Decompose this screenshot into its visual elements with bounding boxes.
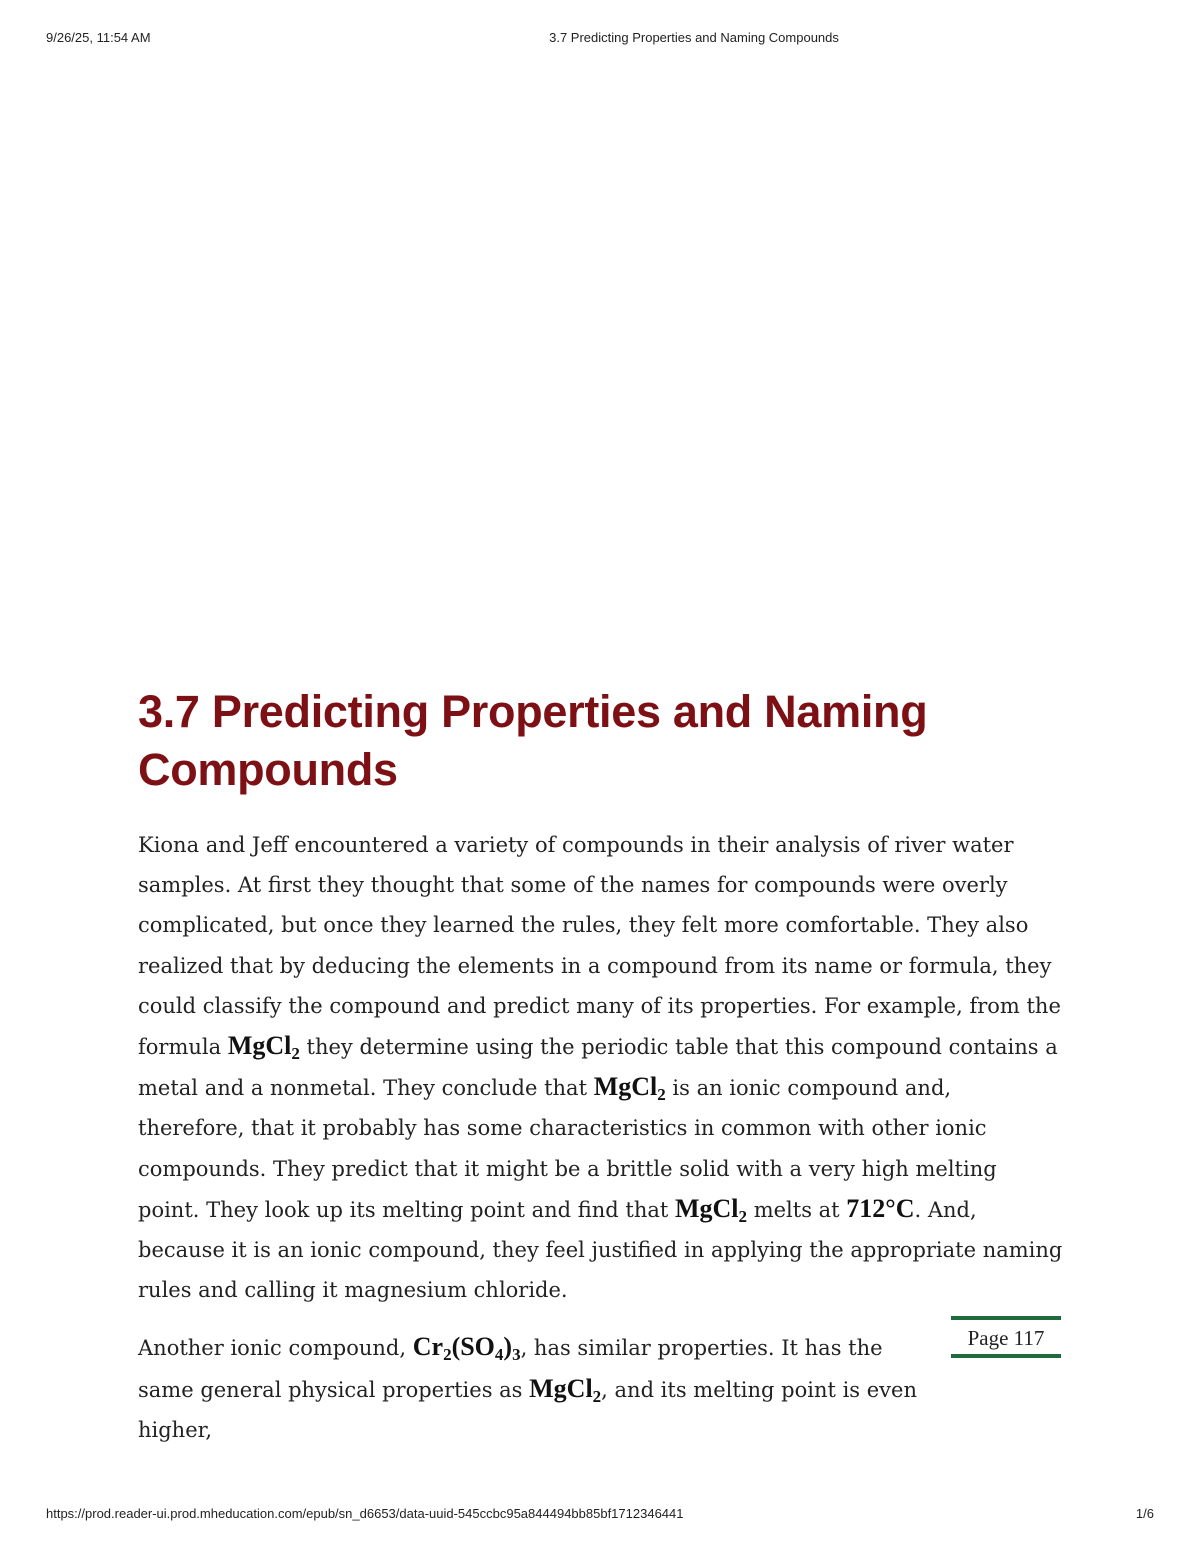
paragraph-2-text-1: Another ionic compound, (138, 1336, 413, 1361)
formula-mgcl2: MgCl$_2$ (529, 1373, 602, 1406)
paragraph-1-text-1: Kiona and Jeff encountered a variety of compounds in their analysis of river water samples. At first they thought that some of the names for compounds were overly complicated, but once they learned the rules, they felt more comfortable. They also realized that by deducing the elements in a compound from its name or formula, they could classify the compound and predict many of its properties. For example, from the formula (138, 833, 1061, 1060)
paragraph-1 (138, 825, 1063, 1310)
reader-content (138, 683, 1068, 1450)
print-url: https://prod.reader-ui.prod.mheducation.com/epub/sn_d6653/data-uuid-545ccbc95a844494bb85bf1712346441 (46, 1506, 684, 1521)
print-page-count: 1/6 (1135, 1506, 1154, 1521)
formula-mgcl2: MgCl$_2$ (227, 1031, 300, 1064)
paragraph-1-text-5: . And, because it is an ionic compound, they feel justified in applying the appropriate naming rules and calling it magnesium chloride. (138, 1197, 1063, 1303)
paragraph-2-text-2: , has similar properties. It has the same general physical properties as (138, 1336, 883, 1402)
section-heading: 3.7 Predicting Properties and Naming Compounds (138, 686, 928, 795)
paragraph-1-text-2: they determine using the periodic table that this compound contains a metal and a nonmetal. They conclude that (138, 1035, 1058, 1101)
print-datetime: 9/26/25, 11:54 AM (46, 30, 151, 45)
melting-point-value: 712°C (846, 1193, 915, 1223)
paragraph-2-text-3: , and its melting point is even higher, (138, 1377, 918, 1442)
paragraph-2 (138, 1327, 938, 1450)
formula-mgcl2: MgCl$_2$ (674, 1193, 748, 1226)
formula-cr2so43: $Cr_2(SO_4)_3$ (412, 1332, 521, 1365)
print-header (0, 30, 1200, 50)
paragraph-1-text-4: melts at (747, 1197, 847, 1222)
print-footer (0, 1506, 1200, 1526)
print-page-title: 3.7 Predicting Properties and Naming Compounds (549, 30, 839, 45)
page-number-marker: Page 117 (951, 1316, 1061, 1358)
formula-mgcl2: MgCl$_2$ (593, 1072, 666, 1105)
paragraph-1-text-3: is an ionic compound and, therefore, that it probably has some characteristics in common with other ionic compounds. They predict that it might be a brittle solid with a very high melting point. They look up its melting point and find that (138, 1076, 997, 1222)
